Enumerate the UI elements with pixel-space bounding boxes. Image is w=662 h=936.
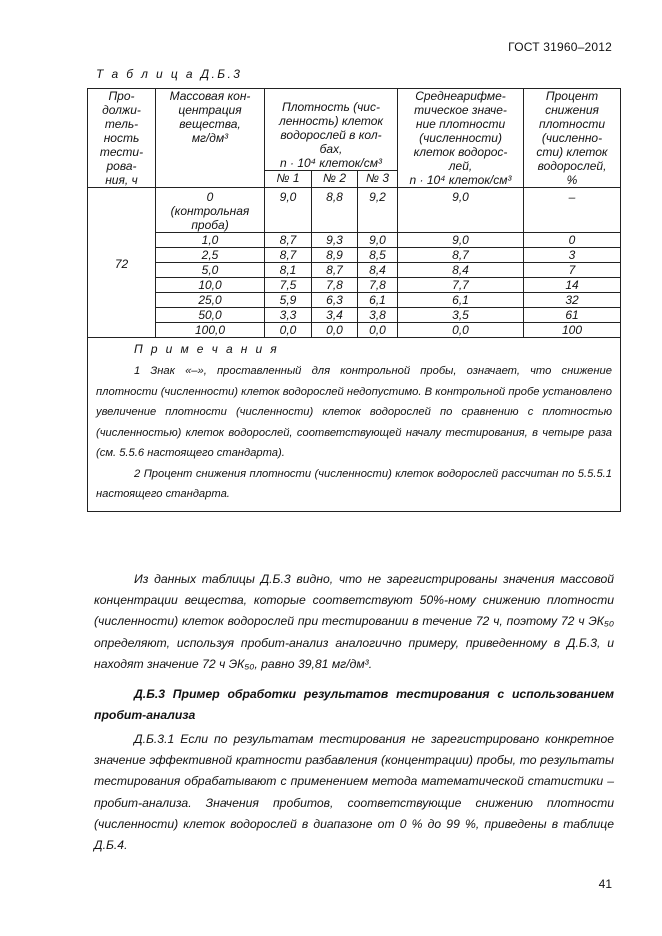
table-row: [88, 323, 621, 338]
notes-cell: [88, 338, 621, 512]
flask-3-cell: 0,0: [358, 323, 398, 338]
flask-1-cell: 8,7: [265, 248, 312, 263]
header-percent: Процент снижения плотности (численно- сти) клеток водорослей, %: [524, 89, 621, 188]
percent-cell: 32: [524, 293, 621, 308]
conc-cell: 25,0: [156, 293, 265, 308]
header-concentration: Массовая кон- центрация вещества, мг/дм³: [156, 89, 265, 188]
table-row: [88, 308, 621, 323]
flask-2-cell: 8,7: [312, 263, 358, 278]
flask-2-cell: 8,9: [312, 248, 358, 263]
flask-3-cell: 8,4: [358, 263, 398, 278]
control-mean: 9,0: [398, 188, 524, 233]
page-number: 41: [598, 877, 612, 891]
notes-row: [88, 338, 621, 512]
mean-cell: 3,5: [398, 308, 524, 323]
section-heading: Д.Б.3 Пример обработки результатов тестирования с использованием пробит-анализа: [94, 687, 614, 723]
flask-1-cell: 0,0: [265, 323, 312, 338]
flask-1-cell: 7,5: [265, 278, 312, 293]
conc-cell: 1,0: [156, 233, 265, 248]
conc-cell: 2,5: [156, 248, 265, 263]
control-d1: 9,0: [265, 188, 312, 233]
percent-cell: 14: [524, 278, 621, 293]
header-flask-2: № 2: [312, 170, 358, 187]
notes-title: П р и м е ч а н и я: [134, 342, 280, 356]
note-1: 1 Знак «–», проставленный для контрольной пробы, означает, что снижение плотности (численности) клеток водорослей недопустимо. В контрольной пробе установлено увеличение плотности (численности) клеток водорослей по сравнению с плотностью (численностью) клеток водорослей, соответствующей началу тестирования, в четыре раза (см. 5.5.6 настоящего стандарта).: [96, 365, 613, 459]
paragraph-1-block: [94, 569, 614, 675]
header-flask-3: № 3: [358, 170, 398, 187]
flask-1-cell: 8,1: [265, 263, 312, 278]
flask-2-cell: 6,3: [312, 293, 358, 308]
flask-2-cell: 9,3: [312, 233, 358, 248]
table-row: [88, 248, 621, 263]
mean-cell: 0,0: [398, 323, 524, 338]
control-d3: 9,2: [358, 188, 398, 233]
control-percent: –: [524, 188, 621, 233]
flask-3-cell: 8,5: [358, 248, 398, 263]
conc-cell: 10,0: [156, 278, 265, 293]
mean-cell: 8,7: [398, 248, 524, 263]
percent-cell: 3: [524, 248, 621, 263]
table-row: [88, 293, 621, 308]
flask-1-cell: 3,3: [265, 308, 312, 323]
mean-cell: 7,7: [398, 278, 524, 293]
flask-1-cell: 5,9: [265, 293, 312, 308]
paragraph-2-block: [94, 729, 614, 856]
mean-cell: 9,0: [398, 233, 524, 248]
flask-3-cell: 9,0: [358, 233, 398, 248]
conc-cell: 50,0: [156, 308, 265, 323]
flask-1-cell: 8,7: [265, 233, 312, 248]
flask-3-cell: 6,1: [358, 293, 398, 308]
header-flask-1: № 1: [265, 170, 312, 187]
duration-cell: 72: [88, 188, 156, 338]
heading-block: [94, 684, 614, 726]
flask-2-cell: 0,0: [312, 323, 358, 338]
conc-cell: 5,0: [156, 263, 265, 278]
header-mean: Среднеарифме- тическое значе- ние плотности (численности) клеток водорос- лей, n · 10⁴ клеток/см³: [398, 89, 524, 188]
standard-number: ГОСТ 31960–2012: [508, 40, 612, 54]
header-density: Плотность (чис- ленность) клеток водорослей в кол- бах, n · 10⁴ клеток/см³: [265, 89, 398, 171]
flask-2-cell: 3,4: [312, 308, 358, 323]
percent-cell: 61: [524, 308, 621, 323]
percent-cell: 7: [524, 263, 621, 278]
paragraph-1: Из данных таблицы Д.Б.3 видно, что не зарегистрированы значения массовой концентрации вещества, которые соответствуют 50%-ному снижению плотности (численности) клеток водорослей при тестировании в течение 72 ч, поэтому 72 ч ЭК₅₀ определяют, используя пробит-анализ аналогично примеру, приведенному в Д.Б.3, и находят значение 72 ч ЭК₅₀, равно 39,81 мг/дм³.: [94, 572, 614, 671]
note-2: 2 Процент снижения плотности (численности) клеток водорослей рассчитан по 5.5.5.1 настоящего стандарта.: [96, 467, 613, 500]
table-row: [88, 233, 621, 248]
table-row: [88, 278, 621, 293]
table-caption: Т а б л и ц а Д.Б.3: [96, 67, 243, 81]
paragraph-2: Д.Б.3.1 Если по результатам тестирования не зарегистрировано конкретное значение эффективной кратности разбавления (концентрации) пробы, то результаты тестирования обрабатывают с применением метода математической статистики – пробит-анализа. Значения пробитов, соответствующие снижению плотности (численности) клеток водорослей в диапазоне от 0 % до 99 %, приведены в таблице Д.Б.4.: [94, 732, 614, 853]
mean-cell: 6,1: [398, 293, 524, 308]
control-row: [88, 188, 621, 233]
header-duration: Про- должи- тель- ность тести- рова- ния, ч: [88, 89, 156, 188]
table-body: [88, 89, 621, 512]
percent-cell: 100: [524, 323, 621, 338]
flask-2-cell: 7,8: [312, 278, 358, 293]
mean-cell: 8,4: [398, 263, 524, 278]
conc-cell: 100,0: [156, 323, 265, 338]
flask-3-cell: 3,8: [358, 308, 398, 323]
flask-3-cell: 7,8: [358, 278, 398, 293]
table-row: [88, 263, 621, 278]
data-table: [87, 88, 621, 512]
control-conc: 0 (контрольная проба): [156, 188, 265, 233]
control-d2: 8,8: [312, 188, 358, 233]
percent-cell: 0: [524, 233, 621, 248]
header-row-1: [88, 89, 621, 171]
